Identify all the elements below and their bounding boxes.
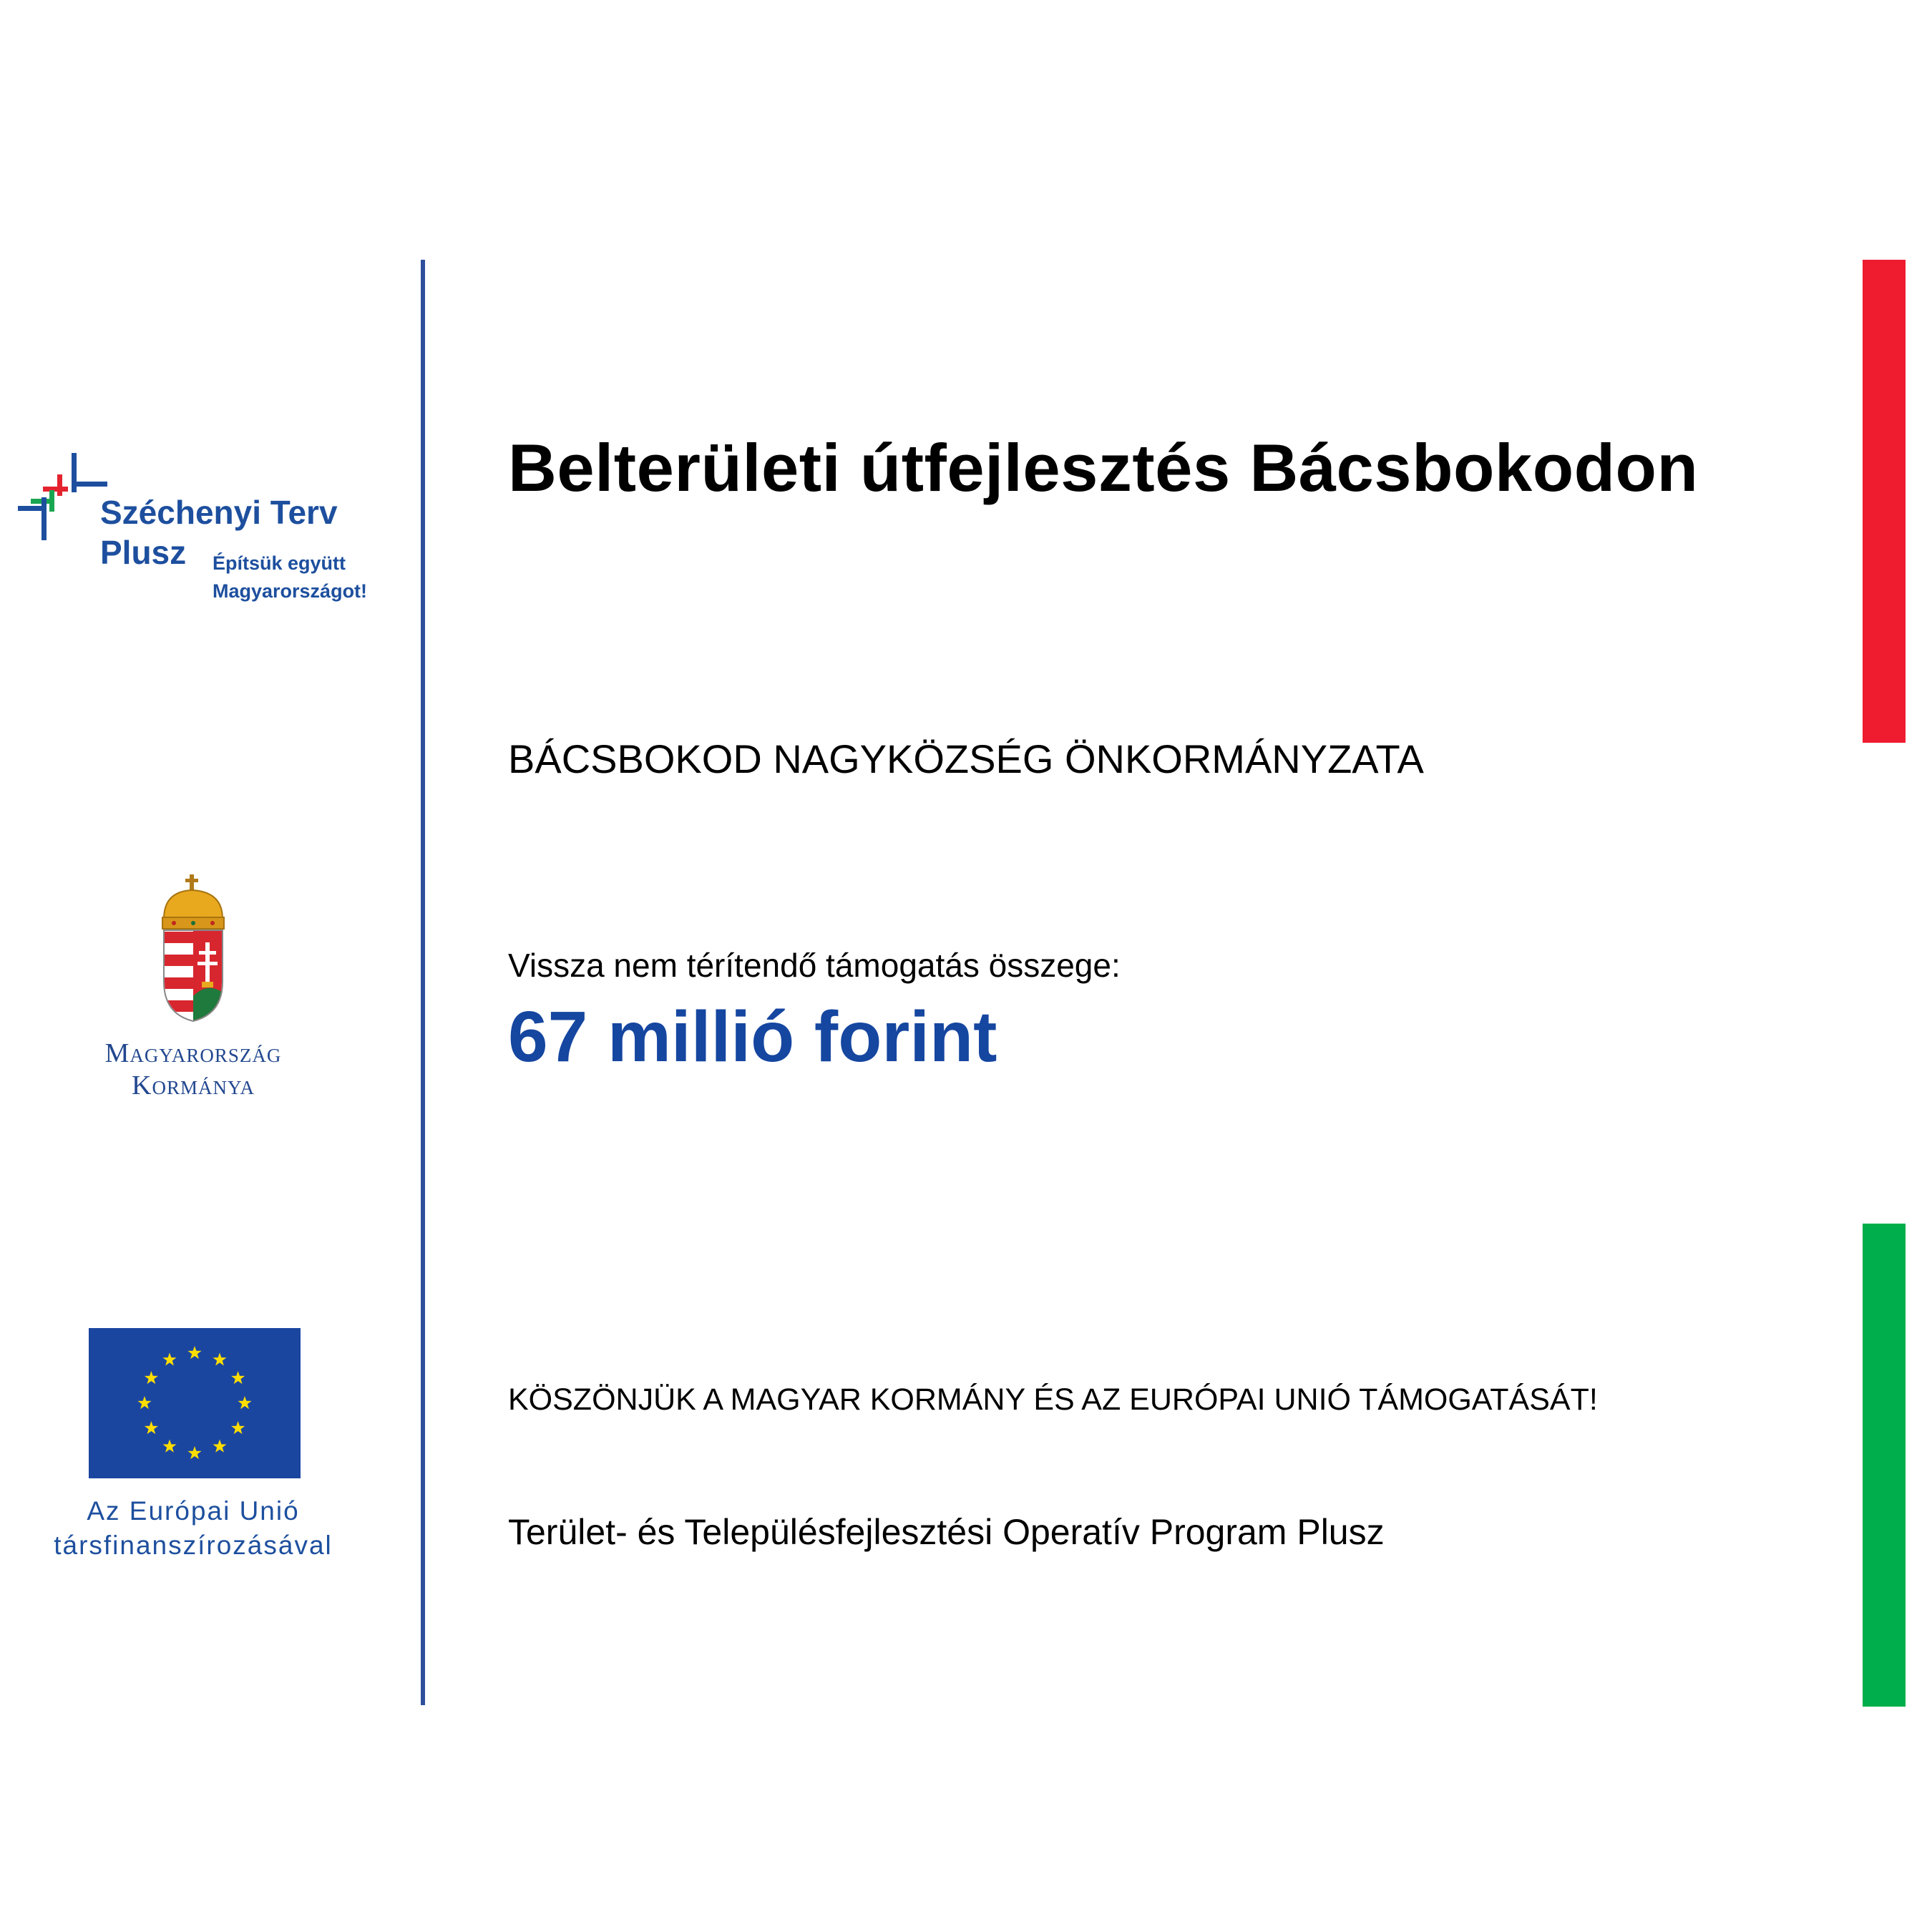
szechenyi-slogan-line1: Építsük együtt — [213, 552, 346, 574]
eu-logo — [43, 1328, 343, 1561]
government-name-line2: Kormánya — [132, 1070, 255, 1101]
eu-cofinancing-text — [43, 1494, 343, 1563]
hungarian-coat-of-arms-icon — [154, 874, 233, 1025]
government-logo — [72, 874, 315, 1103]
eu-text-line1: Az Európai Unió — [87, 1496, 300, 1526]
grant-amount: 67 millió forint — [508, 997, 997, 1077]
szechenyi-cross-icon — [18, 453, 107, 542]
government-name — [72, 1038, 315, 1102]
government-name-line1: Magyarország — [104, 1038, 282, 1068]
szechenyi-name-line2: Plusz — [100, 534, 187, 572]
flag-bar-red — [1863, 260, 1906, 743]
program-name: Terület- és Településfejlesztési Operatív Program Plusz — [508, 1512, 1385, 1552]
szechenyi-terv-logo — [18, 453, 390, 607]
thanks-message: KÖSZÖNJÜK A MAGYAR KORMÁNY ÉS AZ EURÓPAI UNIÓ TÁMOGATÁSÁT! — [508, 1382, 1598, 1417]
eu-text-line2: társfinanszírozásával — [54, 1531, 333, 1561]
szechenyi-slogan — [213, 550, 367, 605]
szechenyi-name-line1: Széchenyi Terv — [100, 494, 338, 531]
flag-bar-green — [1863, 1224, 1906, 1707]
project-title: Belterületi útfejlesztés Bácsbokodon — [508, 430, 1699, 505]
szechenyi-slogan-line2: Magyarországot! — [213, 580, 368, 602]
vertical-divider — [421, 260, 425, 1705]
eu-flag-icon — [89, 1328, 301, 1478]
beneficiary-name: BÁCSBOKOD NAGYKÖZSÉG ÖNKORMÁNYZATA — [508, 736, 1424, 781]
grant-label: Vissza nem térítendő támogatás összege: — [508, 947, 1121, 984]
